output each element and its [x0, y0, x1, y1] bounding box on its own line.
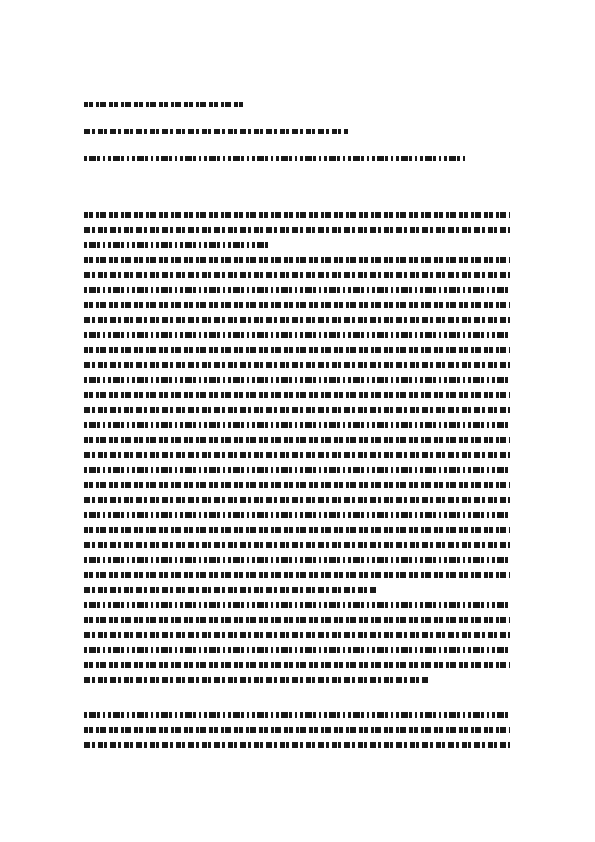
text-line	[84, 712, 510, 718]
text-line	[84, 437, 510, 443]
text-line	[84, 377, 510, 383]
text-line	[84, 407, 510, 413]
text-line	[84, 212, 510, 218]
text-line	[84, 347, 510, 353]
header-line-2	[84, 129, 348, 134]
text-line	[84, 272, 510, 278]
text-line	[84, 542, 510, 548]
text-line	[84, 497, 510, 503]
text-line	[84, 392, 510, 398]
header-line-3	[84, 156, 466, 161]
text-line	[84, 287, 510, 293]
text-line	[84, 557, 510, 563]
text-line	[84, 467, 510, 473]
text-line	[84, 227, 510, 233]
text-line	[84, 362, 510, 368]
text-line	[84, 602, 510, 608]
text-line	[84, 662, 510, 668]
text-line	[84, 302, 510, 308]
text-line	[84, 727, 510, 733]
text-line	[84, 452, 510, 458]
text-line	[84, 332, 510, 338]
text-line	[84, 587, 378, 593]
header-line-1	[84, 102, 243, 107]
text-line	[84, 527, 510, 533]
text-line	[84, 742, 510, 748]
text-line	[84, 257, 510, 263]
text-line	[84, 572, 510, 578]
text-line	[84, 647, 510, 653]
text-line	[84, 512, 510, 518]
text-line	[84, 482, 510, 488]
text-line	[84, 422, 510, 428]
text-line	[84, 617, 510, 623]
text-line	[84, 242, 270, 248]
text-line	[84, 677, 430, 683]
text-line	[84, 317, 510, 323]
text-line	[84, 632, 510, 638]
